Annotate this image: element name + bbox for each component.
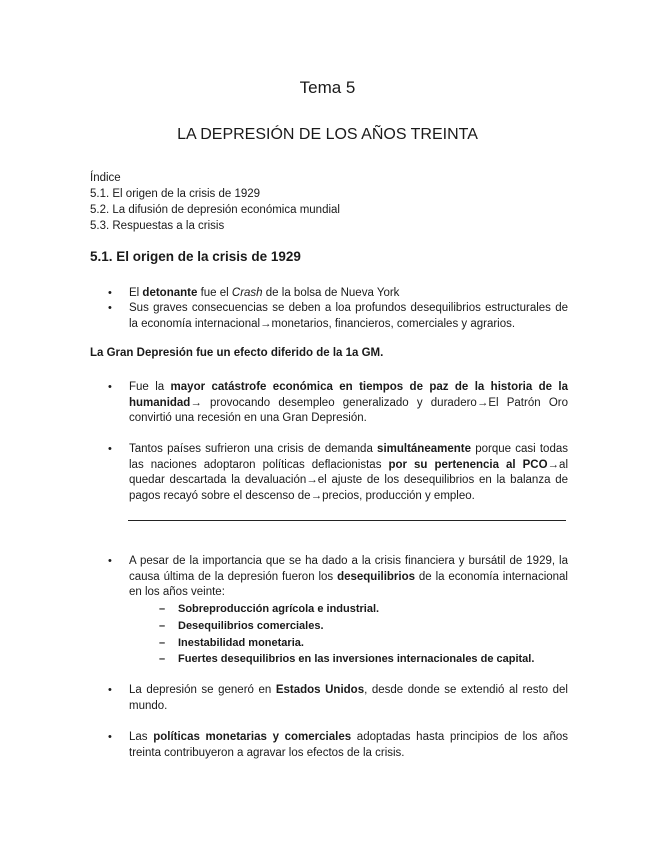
bullet-catastrofe: • Fue la mayor catástrofe económica en tiempos de paz de la historia de la humanidad→ provocando desempleo generalizado y duradero→El Patrón Oro convirtió una recesión en una Gran Depresión. xyxy=(108,381,568,424)
index-label: Índice xyxy=(90,172,121,184)
sub-item-sobreproduccion: – Sobreproducción agrícola e industrial. xyxy=(159,603,380,615)
bullet-icon: • xyxy=(108,443,112,455)
sub-item-inversiones: – Fuertes desequilibrios en las inversiones internacionales de capital. xyxy=(159,653,535,665)
bullet-icon: • xyxy=(108,302,112,314)
section-heading: 5.1. El origen de la crisis de 1929 xyxy=(90,249,301,264)
page-title: LA DEPRESIÓN DE LOS AÑOS TREINTA xyxy=(177,126,478,143)
dash-icon: – xyxy=(159,620,166,632)
bullet-consecuencias: • Sus graves consecuencias se deben a loa profundos desequilibrios estructurales de la economía internacional→monetarios, financieros, comerciales y agrarios. xyxy=(108,302,568,330)
bullet-estados-unidos: • La depresión se generó en Estados Unidos, desde donde se extendió al resto del mundo. xyxy=(108,684,568,712)
index-item-5-1: 5.1. El origen de la crisis de 1929 xyxy=(90,188,261,200)
horizontal-divider xyxy=(128,520,566,521)
bullet-politicas: • Las políticas monetarias y comerciales adoptadas hasta principios de los años treinta contribuyeron a agravar los efectos de la crisis. xyxy=(108,731,568,759)
bullet-demanda: • Tantos países sufrieron una crisis de demanda simultáneamente porque casi todas las naciones adoptaron políticas deflacionistas por su pertenencia al PCO→al quedar descartada la devaluación→el ajuste de los desequilibrios en la balanza de pagos recayó sobre el descenso de→precios, producción y empleo. xyxy=(108,443,568,502)
tema-label: Tema 5 xyxy=(299,78,356,97)
bullet-icon: • xyxy=(108,381,112,393)
dash-icon: – xyxy=(159,603,166,615)
index-item-5-2: 5.2. La difusión de depresión económica mundial xyxy=(90,204,340,216)
paragraph-gran-depresion: La Gran Depresión fue un efecto diferido de la 1a GM. xyxy=(90,347,384,359)
bullet-icon: • xyxy=(108,287,112,299)
dash-icon: – xyxy=(159,637,166,649)
bullet-causa-ultima: • A pesar de la importancia que se ha dado a la crisis financiera y bursátil de 1929, la causa última de la depresión fueron los desequilibrios de la economía internacional en los años veinte: xyxy=(108,555,568,598)
index-item-5-3: 5.3. Respuestas a la crisis xyxy=(90,220,225,232)
bullet-icon: • xyxy=(108,555,112,567)
sub-item-monetaria: – Inestabilidad monetaria. xyxy=(159,637,304,649)
bullet-detonante: • El detonante fue el Crash de la bolsa de Nueva York xyxy=(108,286,568,302)
bullet-icon: • xyxy=(108,731,112,743)
sub-item-comerciales: – Desequilibrios comerciales. xyxy=(159,620,324,632)
bullet-icon: • xyxy=(108,684,112,696)
dash-icon: – xyxy=(159,653,166,665)
